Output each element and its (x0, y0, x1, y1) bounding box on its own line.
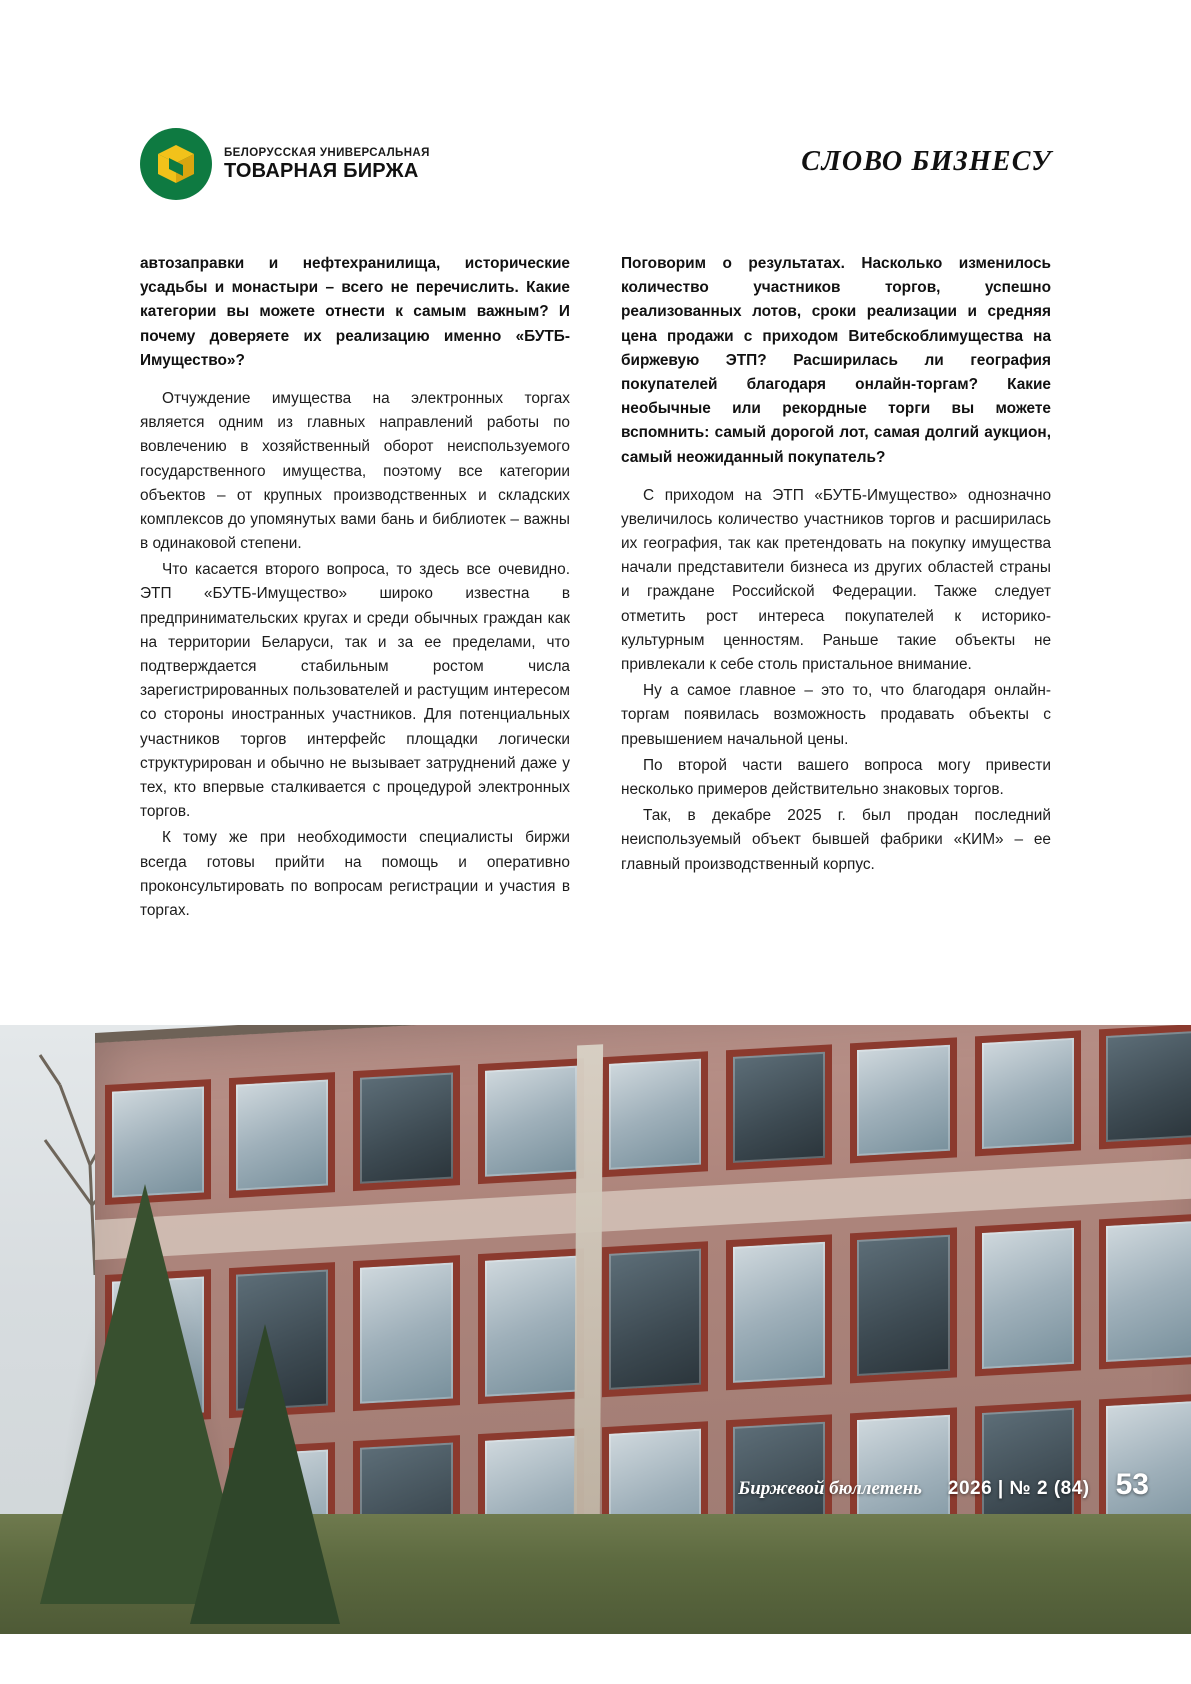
window (602, 1051, 708, 1177)
article-photo (0, 1025, 1191, 1634)
paragraph: Что касается второго вопроса, то здесь все очевидно. ЭТП «БУТБ-Имущество» широко известна в предпринимательских кругах и среди обычных граждан как на территории Беларуси, так и за ее пределами, что подтверждается стабильным ростом числа зарегистрированных пользователей и растущим интересом со стороны иностранных участников. Для потенциальных участников торгов интерфейс площадки логически структурирован и обычно не вызывает затруднений даже у тех, кто впервые сталкивается с процедурой электронных торгов. (140, 561, 570, 821)
window (726, 1044, 832, 1170)
window (353, 1255, 459, 1411)
brand-logo-text (224, 145, 430, 183)
window (975, 1030, 1081, 1156)
window (1099, 1025, 1191, 1149)
fir-tree (190, 1324, 340, 1624)
publication-name: Биржевой бюллетень (738, 1478, 922, 1499)
paragraph: Ну а самое главное – это то, что благодаря онлайн-торгам появилась возможность продавать объекты с превышением начальной цены. (621, 682, 1051, 748)
paragraph: Отчуждение имущества на электронных торгах является одним из главных направлений работы по вовлечению в хозяйственный оборот неиспользуемого государственного имущества, поэтому все категории объектов – от крупных производственных и складских комплексов до упомянутых вами бань и библиотек – важны в одинаковой степени. (140, 389, 570, 553)
left-column (140, 252, 570, 923)
page-number: 53 (1115, 1468, 1149, 1501)
right-column (621, 252, 1051, 923)
cube-logo-icon (140, 128, 212, 200)
window (353, 1065, 459, 1191)
issue-number: 2026 | № 2 (84) (947, 1478, 1090, 1499)
brand-line-2: ТОВАРНАЯ БИРЖА (224, 160, 419, 183)
page-footer (738, 1468, 1149, 1502)
window (850, 1227, 956, 1383)
paragraph: С приходом на ЭТП «БУТБ-Имущество» однозначно увеличилось количество участников торгов и расширилась их география, так как претендовать на покупку имущества начали представители бизнеса из других областей страны и граждане Российской Федерации. Также следует отметить рост интереса покупателей к историко-культурным ценностям. Раньше такие объекты не привлекали к себе столь пристальное внимание. (621, 486, 1051, 673)
window (850, 1037, 956, 1163)
window (478, 1058, 584, 1184)
article-body (140, 252, 1052, 923)
paragraph: К тому же при необходимости специалисты биржи всегда готовы прийти на помощь и оперативно проконсультировать по вопросам регистрации и участия в торгах. (140, 829, 570, 919)
window (726, 1234, 832, 1390)
brand-logo (140, 128, 430, 200)
window (975, 1220, 1081, 1376)
cube-glyph (158, 145, 194, 183)
page-header (140, 128, 1052, 208)
paragraph: Так, в декабре 2025 г. был продан последний неиспользуемый объект бывшей фабрики «КИМ» – ее главный производственный корпус. (621, 807, 1051, 873)
window (478, 1248, 584, 1404)
brand-line-1: БЕЛОРУССКАЯ УНИВЕРСАЛЬНАЯ (224, 146, 430, 159)
section-title: СЛОВО БИЗНЕСУ (801, 146, 1052, 177)
window (602, 1241, 708, 1397)
paragraph: По второй части вашего вопроса могу привести несколько примеров действительно знаковых торгов. (621, 756, 1051, 798)
paragraph-lead: Поговорим о результатах. Насколько изменилось количество участников торгов, успешно реализованных лотов, сроки реализации и средняя цена продажи с приходом Витебскоблимущества на биржевую ЭТП? Расширилась ли география покупателей благодаря онлайн-торгам? Какие необычные или рекордные торги вы можете вспомнить: самый дорогой лот, самая долгий аукцион, самый неожиданный покупатель? (621, 255, 1051, 466)
window (229, 1072, 335, 1198)
window (1099, 1214, 1191, 1370)
paragraph-lead: автозаправки и нефтехранилища, исторические усадьбы и монастыри – всего не перечислить. Какие категории вы можете отнести к самым важным? И почему доверяете их реализацию именно «БУТБ-Имущество»? (140, 255, 570, 369)
